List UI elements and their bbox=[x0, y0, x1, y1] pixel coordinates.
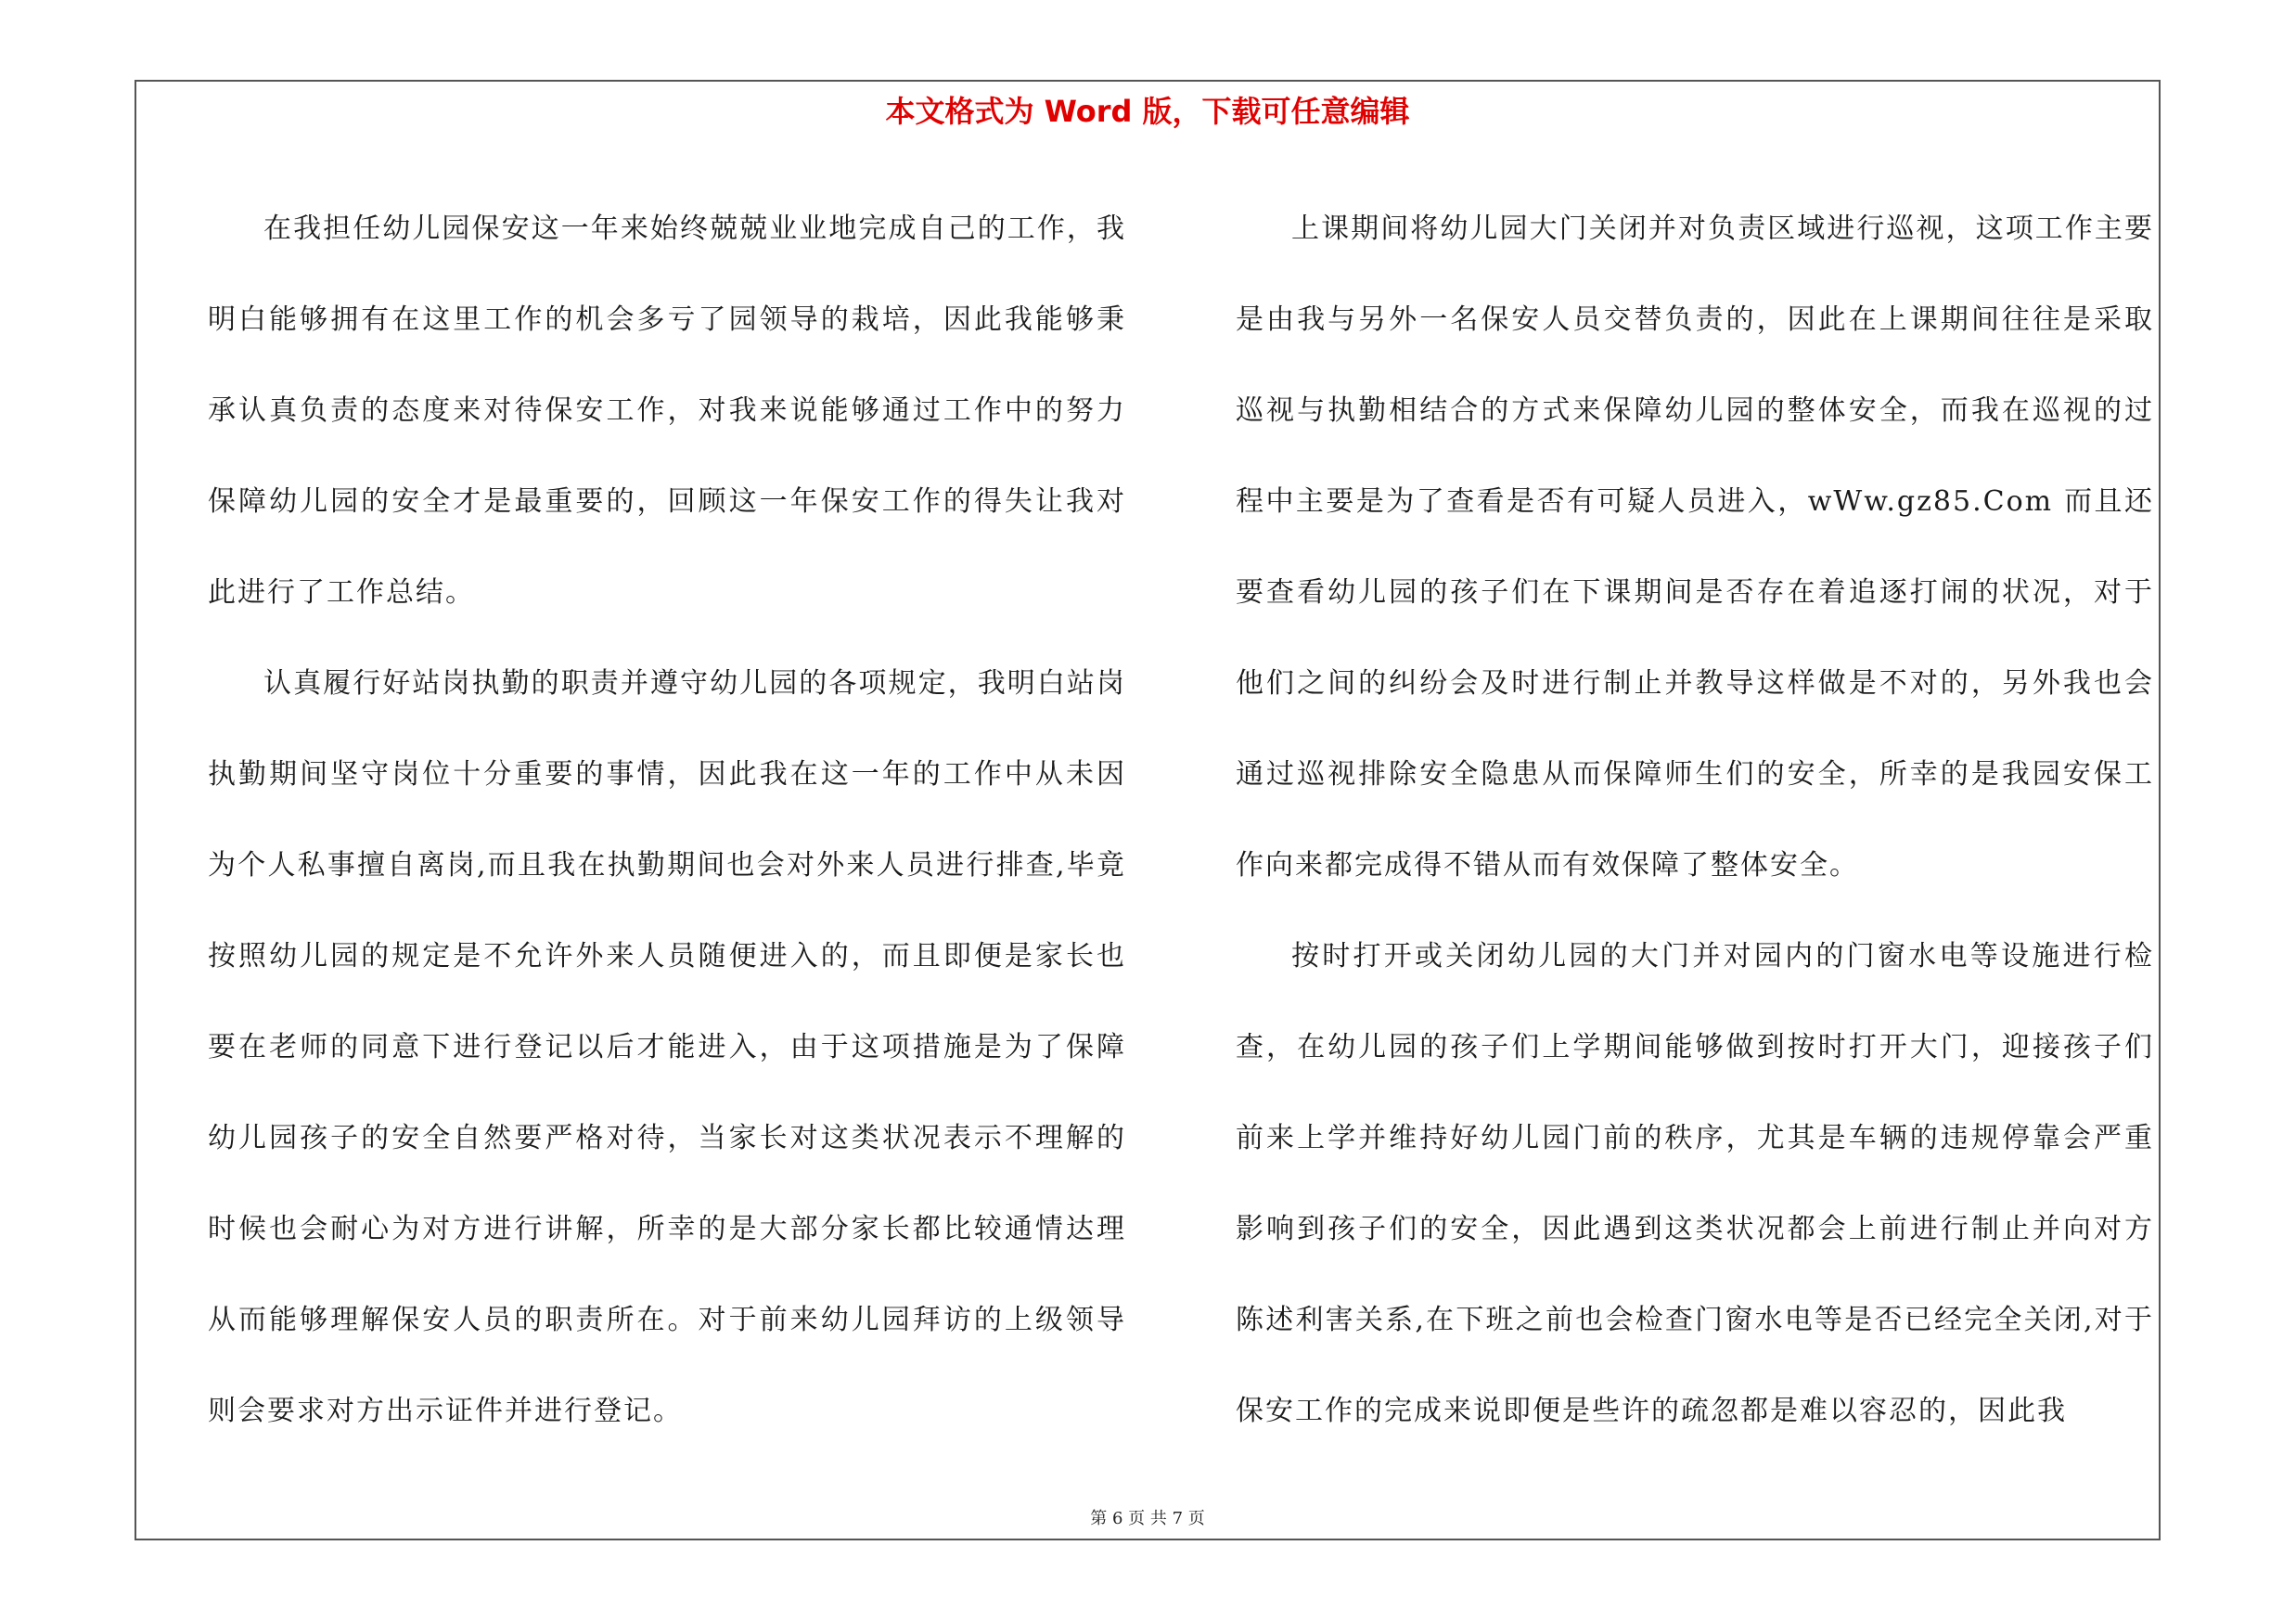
paragraph: 在我担任幼儿园保安这一年来始终兢兢业业地完成自己的工作，我明白能够拥有在这里工作的机会多亏了园领导的栽培，因此我能够秉承认真负责的态度来对待保安工作，对我来说能够通过工作中的努力保障幼儿园的安全才是最重要的，回顾这一年保安工作的得失让我对此进行了工作总结。 bbox=[208, 213, 1126, 609]
paragraph: 认真履行好站岗执勤的职责并遵守幼儿园的各项规定，我明白站岗执勤期间坚守岗位十分重要的事情，因此我在这一年的工作中从未因为个人私事擅自离岗,而且我在执勤期间也会对外来人员进行排查,毕竟按照幼儿园的规定是不允许外来人员随便进入的，而且即便是家长也要在老师的同意下进行登记以后才能进入，由于这项措施是为了保障幼儿园孩子的安全自然要严格对待，当家长对这类状况表示不理解的时候也会耐心为对方进行讲解，所幸的是大部分家长都比较通情达理从而能够理解保安人员的职责所在。对于前来幼儿园拜访的上级领导则会要求对方出示证件并进行登记。 bbox=[208, 667, 1126, 1427]
format-notice-banner: 本文格式为 Word 版，下载可任意编辑 bbox=[885, 94, 1410, 129]
page-number-footer: 第 6 页 共 7 页 bbox=[1090, 1509, 1205, 1528]
paragraph: 按时打开或关闭幼儿园的大门并对园内的门窗水电等设施进行检查，在幼儿园的孩子们上学期间能够做到按时打开大门，迎接孩子们前来上学并维持好幼儿园门前的秩序，尤其是车辆的违规停靠会严重影响到孩子们的安全，因此遇到这类状况都会上前进行制止并向对方陈述利害关系,在下班之前也会检查门窗水电等是否已经完全关闭,对于保安工作的完成来说即便是些许的疏忽都是难以容忍的，因此我 bbox=[1236, 940, 2154, 1427]
document-page bbox=[135, 80, 2161, 1540]
left-text-column bbox=[208, 184, 1126, 1457]
paragraph: 上课期间将幼儿园大门关闭并对负责区域进行巡视，这项工作主要是由我与另外一名保安人员交替负责的，因此在上课期间往往是采取巡视与执勤相结合的方式来保障幼儿园的整体安全，而我在巡视的过程中主要是为了查看是否有可疑人员进入，wWw.gz85.Com 而且还要查看幼儿园的孩子们在下课期间是否存在着追逐打闹的状况，对于他们之间的纠纷会及时进行制止并教导这样做是不对的，另外我也会通过巡视排除安全隐患从而保障师生们的安全，所幸的是我园安保工作向来都完成得不错从而有效保障了整体安全。 bbox=[1236, 213, 2154, 882]
right-text-column bbox=[1236, 184, 2154, 1457]
